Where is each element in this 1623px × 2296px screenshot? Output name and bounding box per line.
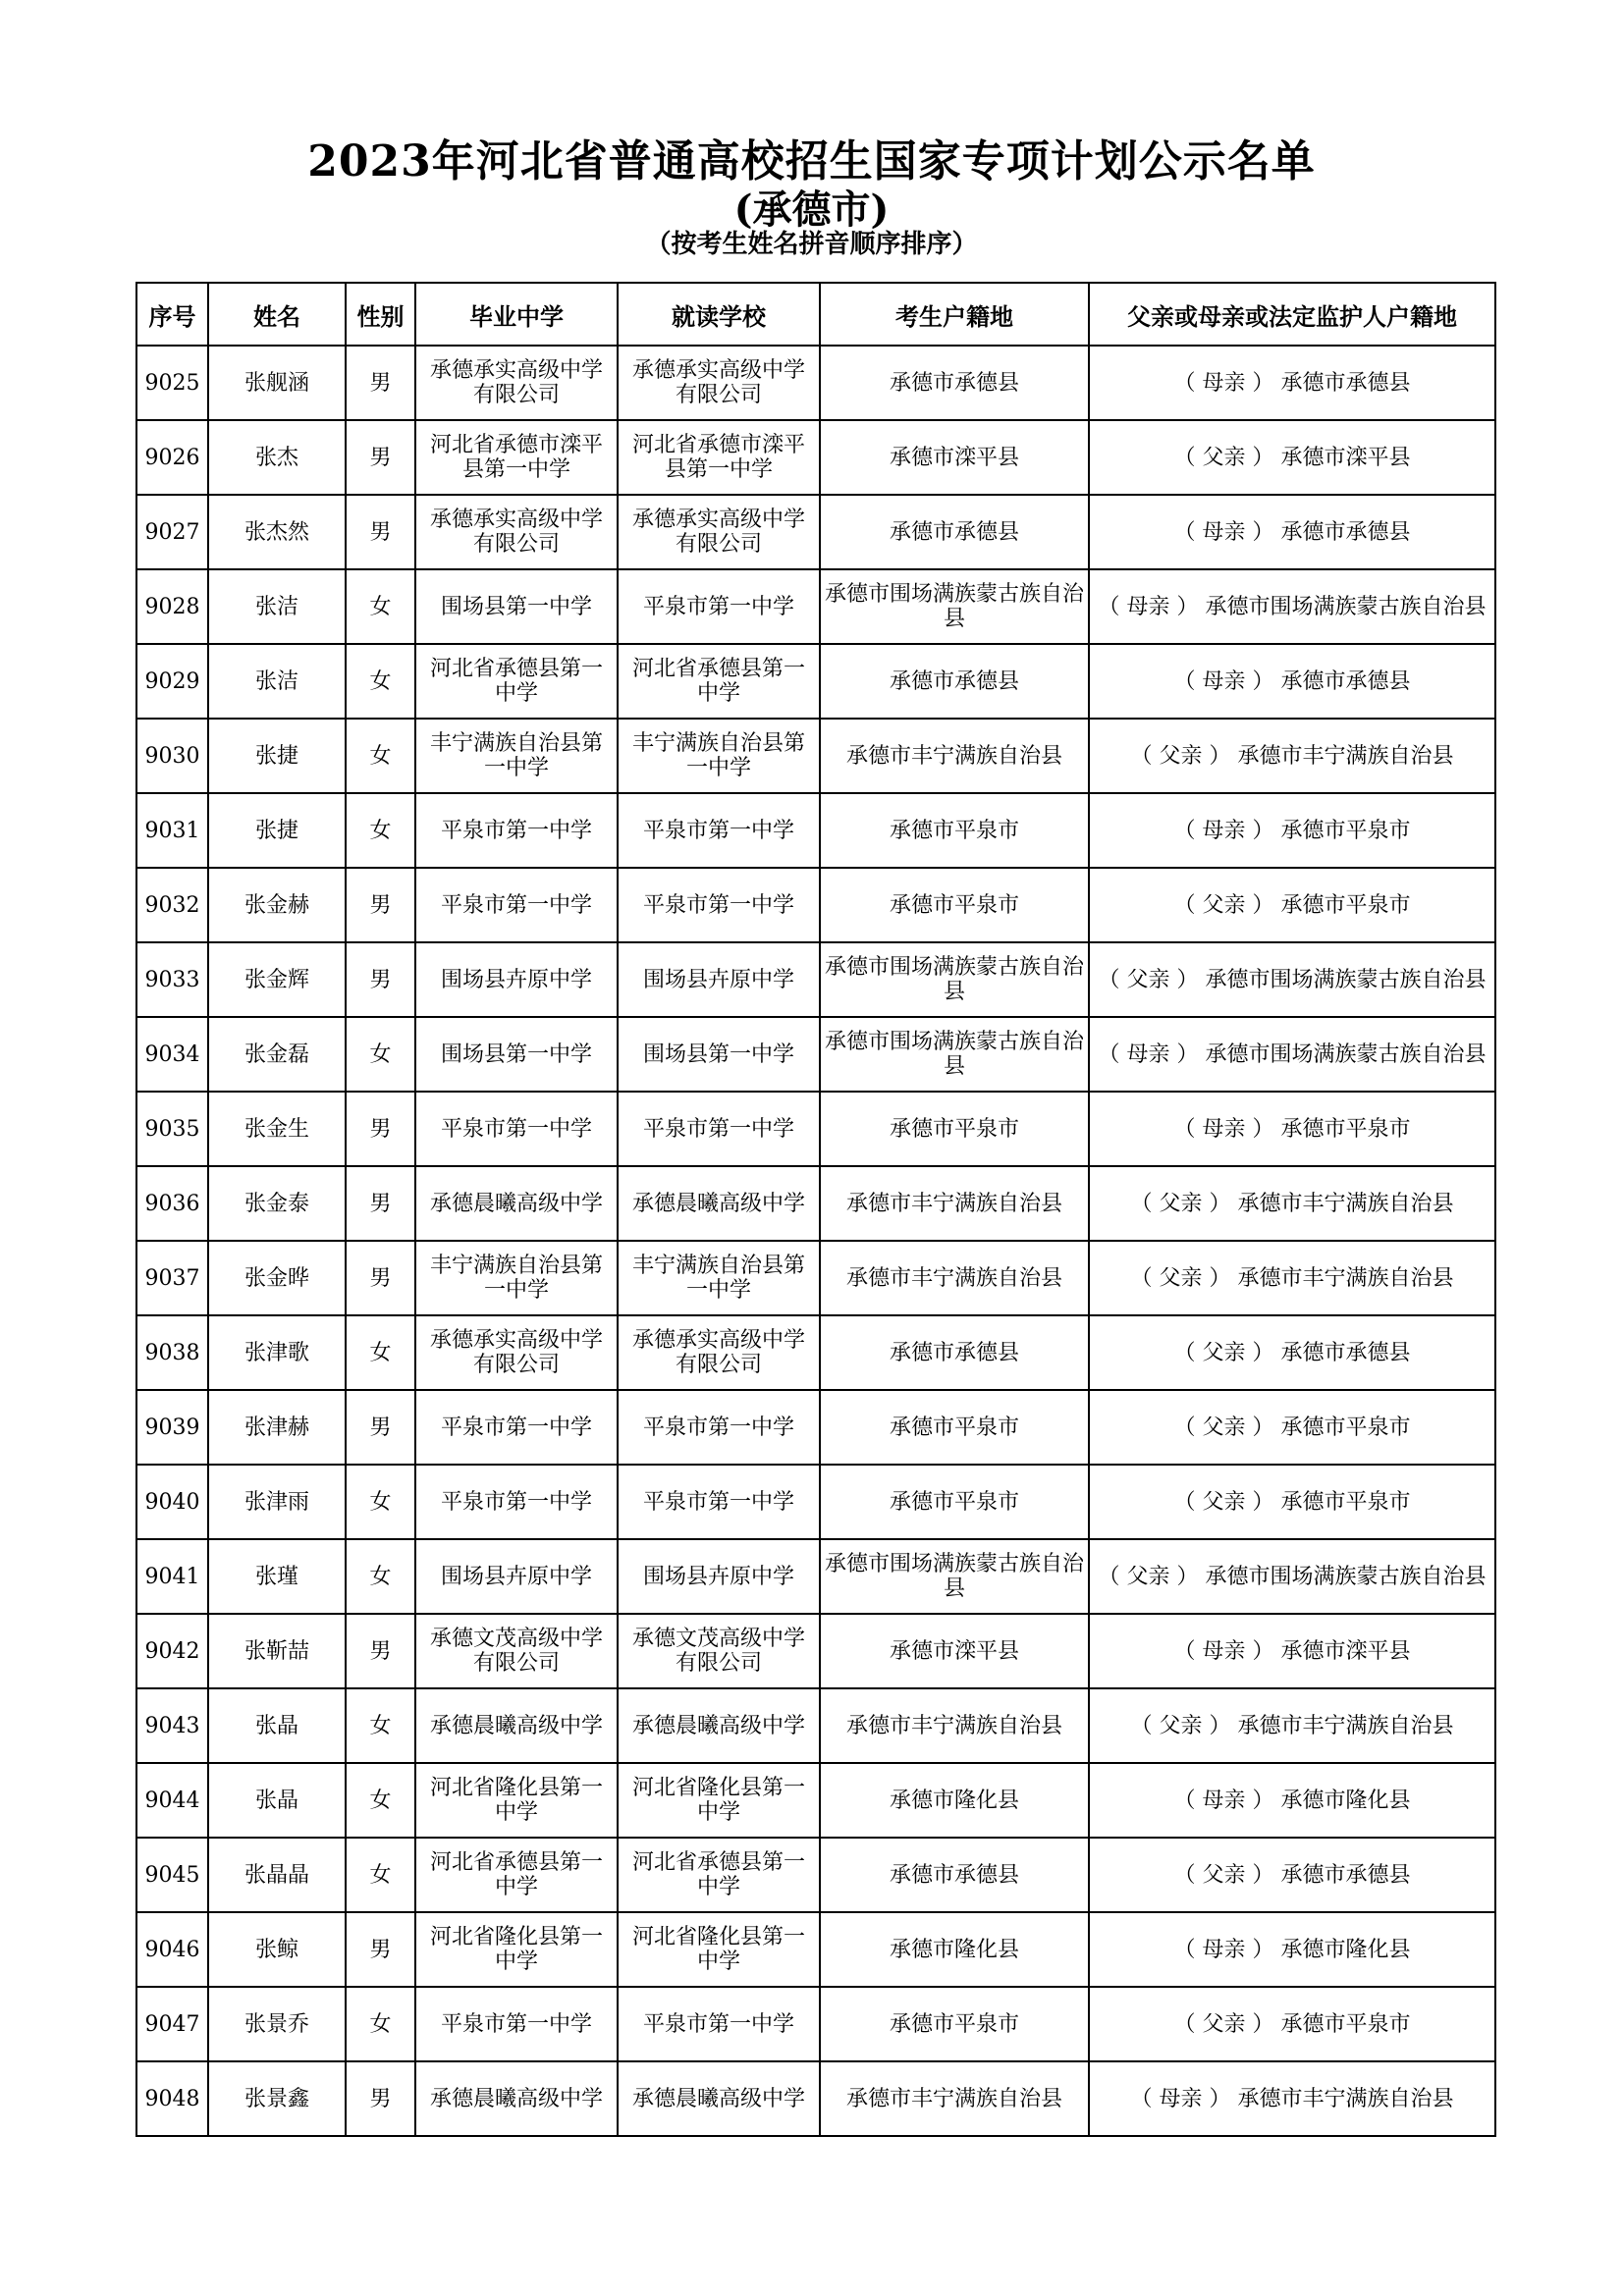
cell-index: 9029 [136, 644, 208, 719]
cell-current-school: 平泉市第一中学 [618, 1092, 820, 1166]
cell-name: 张瑾 [208, 1539, 346, 1614]
cell-name: 张金辉 [208, 942, 346, 1017]
cell-graduation-school: 平泉市第一中学 [415, 1987, 618, 2061]
cell-student-hukou: 承德市承德县 [820, 644, 1089, 719]
table-row [136, 644, 1495, 719]
cell-gender: 男 [346, 1390, 415, 1465]
cell-index: 9035 [136, 1092, 208, 1166]
cell-gender: 女 [346, 569, 415, 644]
cell-name: 张金晔 [208, 1241, 346, 1315]
cell-current-school: 承德承实高级中学有限公司 [618, 346, 820, 420]
table-row [136, 1987, 1495, 2061]
cell-graduation-school: 平泉市第一中学 [415, 1465, 618, 1539]
cell-name: 张晶晶 [208, 1838, 346, 1912]
cell-graduation-school: 围场县卉原中学 [415, 1539, 618, 1614]
header-current-school: 就读学校 [618, 283, 820, 346]
table-row [136, 1838, 1495, 1912]
cell-graduation-school: 平泉市第一中学 [415, 868, 618, 942]
cell-name: 张杰 [208, 420, 346, 495]
cell-graduation-school: 围场县第一中学 [415, 569, 618, 644]
cell-gender: 女 [346, 644, 415, 719]
cell-graduation-school: 丰宁满族自治县第一中学 [415, 719, 618, 793]
cell-gender: 女 [346, 719, 415, 793]
cell-guardian-hukou: （ 父亲 ） 承德市承德县 [1089, 1315, 1495, 1390]
cell-name: 张洁 [208, 644, 346, 719]
cell-student-hukou: 承德市围场满族蒙古族自治县 [820, 569, 1089, 644]
cell-graduation-school: 围场县卉原中学 [415, 942, 618, 1017]
cell-gender: 女 [346, 1017, 415, 1092]
cell-gender: 男 [346, 942, 415, 1017]
cell-current-school: 承德晨曦高级中学 [618, 2061, 820, 2136]
cell-gender: 男 [346, 2061, 415, 2136]
cell-guardian-hukou: （ 父亲 ） 承德市承德县 [1089, 1838, 1495, 1912]
cell-gender: 男 [346, 1166, 415, 1241]
cell-index: 9032 [136, 868, 208, 942]
cell-name: 张景鑫 [208, 2061, 346, 2136]
cell-student-hukou: 承德市承德县 [820, 495, 1089, 569]
cell-student-hukou: 承德市丰宁满族自治县 [820, 1241, 1089, 1315]
cell-guardian-hukou: （ 母亲 ） 承德市围场满族蒙古族自治县 [1089, 569, 1495, 644]
cell-graduation-school: 承德文茂高级中学有限公司 [415, 1614, 618, 1688]
cell-gender: 男 [346, 1912, 415, 1987]
header-guardian-hukou: 父亲或母亲或法定监护人户籍地 [1089, 283, 1495, 346]
cell-index: 9042 [136, 1614, 208, 1688]
cell-name: 张晶 [208, 1763, 346, 1838]
cell-guardian-hukou: （ 母亲 ） 承德市平泉市 [1089, 793, 1495, 868]
cell-current-school: 承德承实高级中学有限公司 [618, 495, 820, 569]
cell-graduation-school: 丰宁满族自治县第一中学 [415, 1241, 618, 1315]
cell-guardian-hukou: （ 父亲 ） 承德市丰宁满族自治县 [1089, 1688, 1495, 1763]
cell-name: 张靳喆 [208, 1614, 346, 1688]
cell-current-school: 平泉市第一中学 [618, 868, 820, 942]
cell-current-school: 河北省承德市滦平县第一中学 [618, 420, 820, 495]
table-row [136, 420, 1495, 495]
cell-student-hukou: 承德市丰宁满族自治县 [820, 1688, 1089, 1763]
cell-student-hukou: 承德市平泉市 [820, 1390, 1089, 1465]
document-title: 2023年河北省普通高校招生国家专项计划公示名单 [307, 136, 1316, 187]
cell-gender: 女 [346, 1763, 415, 1838]
cell-student-hukou: 承德市平泉市 [820, 793, 1089, 868]
cell-graduation-school: 河北省承德市滦平县第一中学 [415, 420, 618, 495]
table-row [136, 942, 1495, 1017]
header-student-hukou: 考生户籍地 [820, 283, 1089, 346]
document-note: （按考生姓名拼音顺序排序） [645, 230, 978, 259]
table-row [136, 1241, 1495, 1315]
cell-name: 张金磊 [208, 1017, 346, 1092]
cell-gender: 女 [346, 793, 415, 868]
cell-index: 9040 [136, 1465, 208, 1539]
cell-current-school: 围场县卉原中学 [618, 1539, 820, 1614]
table-row [136, 1017, 1495, 1092]
cell-index: 9044 [136, 1763, 208, 1838]
cell-index: 9036 [136, 1166, 208, 1241]
table-row [136, 1465, 1495, 1539]
cell-index: 9027 [136, 495, 208, 569]
table-row [136, 1315, 1495, 1390]
cell-name: 张捷 [208, 719, 346, 793]
cell-gender: 女 [346, 1539, 415, 1614]
cell-index: 9039 [136, 1390, 208, 1465]
cell-guardian-hukou: （ 父亲 ） 承德市平泉市 [1089, 1390, 1495, 1465]
table-row [136, 346, 1495, 420]
cell-student-hukou: 承德市平泉市 [820, 868, 1089, 942]
cell-index: 9034 [136, 1017, 208, 1092]
cell-student-hukou: 承德市承德县 [820, 1315, 1089, 1390]
cell-student-hukou: 承德市平泉市 [820, 1465, 1089, 1539]
cell-current-school: 平泉市第一中学 [618, 1465, 820, 1539]
cell-student-hukou: 承德市围场满族蒙古族自治县 [820, 1017, 1089, 1092]
cell-name: 张鲸 [208, 1912, 346, 1987]
cell-guardian-hukou: （ 母亲 ） 承德市围场满族蒙古族自治县 [1089, 1017, 1495, 1092]
cell-index: 9043 [136, 1688, 208, 1763]
table-row [136, 1092, 1495, 1166]
cell-guardian-hukou: （ 父亲 ） 承德市丰宁满族自治县 [1089, 719, 1495, 793]
cell-guardian-hukou: （ 母亲 ） 承德市隆化县 [1089, 1912, 1495, 1987]
cell-guardian-hukou: （ 父亲 ） 承德市围场满族蒙古族自治县 [1089, 942, 1495, 1017]
cell-current-school: 围场县卉原中学 [618, 942, 820, 1017]
cell-student-hukou: 承德市滦平县 [820, 420, 1089, 495]
cell-gender: 女 [346, 1315, 415, 1390]
cell-index: 9047 [136, 1987, 208, 2061]
table-row [136, 868, 1495, 942]
cell-student-hukou: 承德市平泉市 [820, 1987, 1089, 2061]
cell-gender: 女 [346, 1987, 415, 2061]
cell-graduation-school: 围场县第一中学 [415, 1017, 618, 1092]
cell-graduation-school: 承德晨曦高级中学 [415, 1166, 618, 1241]
cell-guardian-hukou: （ 母亲 ） 承德市滦平县 [1089, 1614, 1495, 1688]
cell-gender: 女 [346, 1465, 415, 1539]
cell-name: 张金生 [208, 1092, 346, 1166]
cell-index: 9041 [136, 1539, 208, 1614]
cell-student-hukou: 承德市丰宁满族自治县 [820, 2061, 1089, 2136]
cell-guardian-hukou: （ 母亲 ） 承德市承德县 [1089, 495, 1495, 569]
table-row [136, 1763, 1495, 1838]
cell-guardian-hukou: （ 父亲 ） 承德市滦平县 [1089, 420, 1495, 495]
cell-graduation-school: 河北省承德县第一中学 [415, 644, 618, 719]
cell-guardian-hukou: （ 父亲 ） 承德市平泉市 [1089, 1465, 1495, 1539]
header-gender: 性别 [346, 283, 415, 346]
cell-index: 9026 [136, 420, 208, 495]
cell-gender: 男 [346, 1092, 415, 1166]
cell-current-school: 河北省承德县第一中学 [618, 1838, 820, 1912]
cell-gender: 男 [346, 1614, 415, 1688]
cell-guardian-hukou: （ 父亲 ） 承德市丰宁满族自治县 [1089, 1166, 1495, 1241]
cell-student-hukou: 承德市滦平县 [820, 1614, 1089, 1688]
cell-guardian-hukou: （ 母亲 ） 承德市平泉市 [1089, 1092, 1495, 1166]
table-row [136, 1614, 1495, 1688]
table-row [136, 495, 1495, 569]
cell-name: 张金赫 [208, 868, 346, 942]
cell-graduation-school: 承德晨曦高级中学 [415, 1688, 618, 1763]
cell-index: 9031 [136, 793, 208, 868]
table-row [136, 1539, 1495, 1614]
cell-student-hukou: 承德市丰宁满族自治县 [820, 719, 1089, 793]
table-row [136, 1166, 1495, 1241]
cell-gender: 女 [346, 1688, 415, 1763]
cell-index: 9046 [136, 1912, 208, 1987]
cell-guardian-hukou: （ 母亲 ） 承德市隆化县 [1089, 1763, 1495, 1838]
cell-index: 9038 [136, 1315, 208, 1390]
cell-current-school: 平泉市第一中学 [618, 1390, 820, 1465]
table-row [136, 569, 1495, 644]
cell-guardian-hukou: （ 母亲 ） 承德市丰宁满族自治县 [1089, 2061, 1495, 2136]
cell-index: 9048 [136, 2061, 208, 2136]
cell-current-school: 承德承实高级中学有限公司 [618, 1315, 820, 1390]
cell-gender: 男 [346, 495, 415, 569]
cell-current-school: 承德文茂高级中学有限公司 [618, 1614, 820, 1688]
header-graduation-school: 毕业中学 [415, 283, 618, 346]
header-name: 姓名 [208, 283, 346, 346]
cell-name: 张金泰 [208, 1166, 346, 1241]
cell-gender: 男 [346, 346, 415, 420]
cell-student-hukou: 承德市隆化县 [820, 1912, 1089, 1987]
cell-current-school: 丰宁满族自治县第一中学 [618, 1241, 820, 1315]
table-row [136, 1912, 1495, 1987]
cell-current-school: 承德晨曦高级中学 [618, 1688, 820, 1763]
cell-index: 9030 [136, 719, 208, 793]
cell-guardian-hukou: （ 父亲 ） 承德市围场满族蒙古族自治县 [1089, 1539, 1495, 1614]
cell-name: 张津歌 [208, 1315, 346, 1390]
cell-graduation-school: 平泉市第一中学 [415, 1390, 618, 1465]
cell-current-school: 平泉市第一中学 [618, 569, 820, 644]
table-row [136, 1688, 1495, 1763]
cell-student-hukou: 承德市承德县 [820, 1838, 1089, 1912]
cell-guardian-hukou: （ 父亲 ） 承德市丰宁满族自治县 [1089, 1241, 1495, 1315]
cell-student-hukou: 承德市平泉市 [820, 1092, 1089, 1166]
cell-index: 9045 [136, 1838, 208, 1912]
cell-graduation-school: 承德承实高级中学有限公司 [415, 346, 618, 420]
cell-guardian-hukou: （ 父亲 ） 承德市平泉市 [1089, 1987, 1495, 2061]
cell-student-hukou: 承德市围场满族蒙古族自治县 [820, 942, 1089, 1017]
cell-guardian-hukou: （ 母亲 ） 承德市承德县 [1089, 644, 1495, 719]
cell-student-hukou: 承德市承德县 [820, 346, 1089, 420]
cell-current-school: 丰宁满族自治县第一中学 [618, 719, 820, 793]
roster-table [135, 282, 1496, 2137]
cell-name: 张晶 [208, 1688, 346, 1763]
cell-name: 张捷 [208, 793, 346, 868]
cell-current-school: 河北省隆化县第一中学 [618, 1763, 820, 1838]
cell-gender: 男 [346, 868, 415, 942]
cell-name: 张津赫 [208, 1390, 346, 1465]
cell-gender: 女 [346, 1838, 415, 1912]
cell-graduation-school: 平泉市第一中学 [415, 793, 618, 868]
cell-graduation-school: 承德晨曦高级中学 [415, 2061, 618, 2136]
cell-name: 张舰涵 [208, 346, 346, 420]
table-row [136, 2061, 1495, 2136]
cell-student-hukou: 承德市隆化县 [820, 1763, 1089, 1838]
cell-index: 9028 [136, 569, 208, 644]
cell-graduation-school: 平泉市第一中学 [415, 1092, 618, 1166]
cell-current-school: 平泉市第一中学 [618, 793, 820, 868]
cell-name: 张津雨 [208, 1465, 346, 1539]
cell-name: 张洁 [208, 569, 346, 644]
cell-student-hukou: 承德市围场满族蒙古族自治县 [820, 1539, 1089, 1614]
cell-current-school: 承德晨曦高级中学 [618, 1166, 820, 1241]
cell-name: 张杰然 [208, 495, 346, 569]
cell-graduation-school: 河北省隆化县第一中学 [415, 1912, 618, 1987]
cell-gender: 男 [346, 1241, 415, 1315]
table-header-row [136, 283, 1495, 346]
cell-current-school: 平泉市第一中学 [618, 1987, 820, 2061]
cell-graduation-school: 承德承实高级中学有限公司 [415, 495, 618, 569]
document-subtitle: (承德市) [733, 187, 890, 233]
cell-index: 9037 [136, 1241, 208, 1315]
cell-name: 张景乔 [208, 1987, 346, 2061]
cell-student-hukou: 承德市丰宁满族自治县 [820, 1166, 1089, 1241]
cell-gender: 男 [346, 420, 415, 495]
cell-index: 9025 [136, 346, 208, 420]
cell-index: 9033 [136, 942, 208, 1017]
table-row [136, 1390, 1495, 1465]
cell-guardian-hukou: （ 父亲 ） 承德市平泉市 [1089, 868, 1495, 942]
header-index: 序号 [136, 283, 208, 346]
table-row [136, 793, 1495, 868]
cell-graduation-school: 承德承实高级中学有限公司 [415, 1315, 618, 1390]
cell-guardian-hukou: （ 母亲 ） 承德市承德县 [1089, 346, 1495, 420]
cell-current-school: 围场县第一中学 [618, 1017, 820, 1092]
cell-current-school: 河北省承德县第一中学 [618, 644, 820, 719]
cell-graduation-school: 河北省承德县第一中学 [415, 1838, 618, 1912]
cell-graduation-school: 河北省隆化县第一中学 [415, 1763, 618, 1838]
cell-current-school: 河北省隆化县第一中学 [618, 1912, 820, 1987]
table-row [136, 719, 1495, 793]
